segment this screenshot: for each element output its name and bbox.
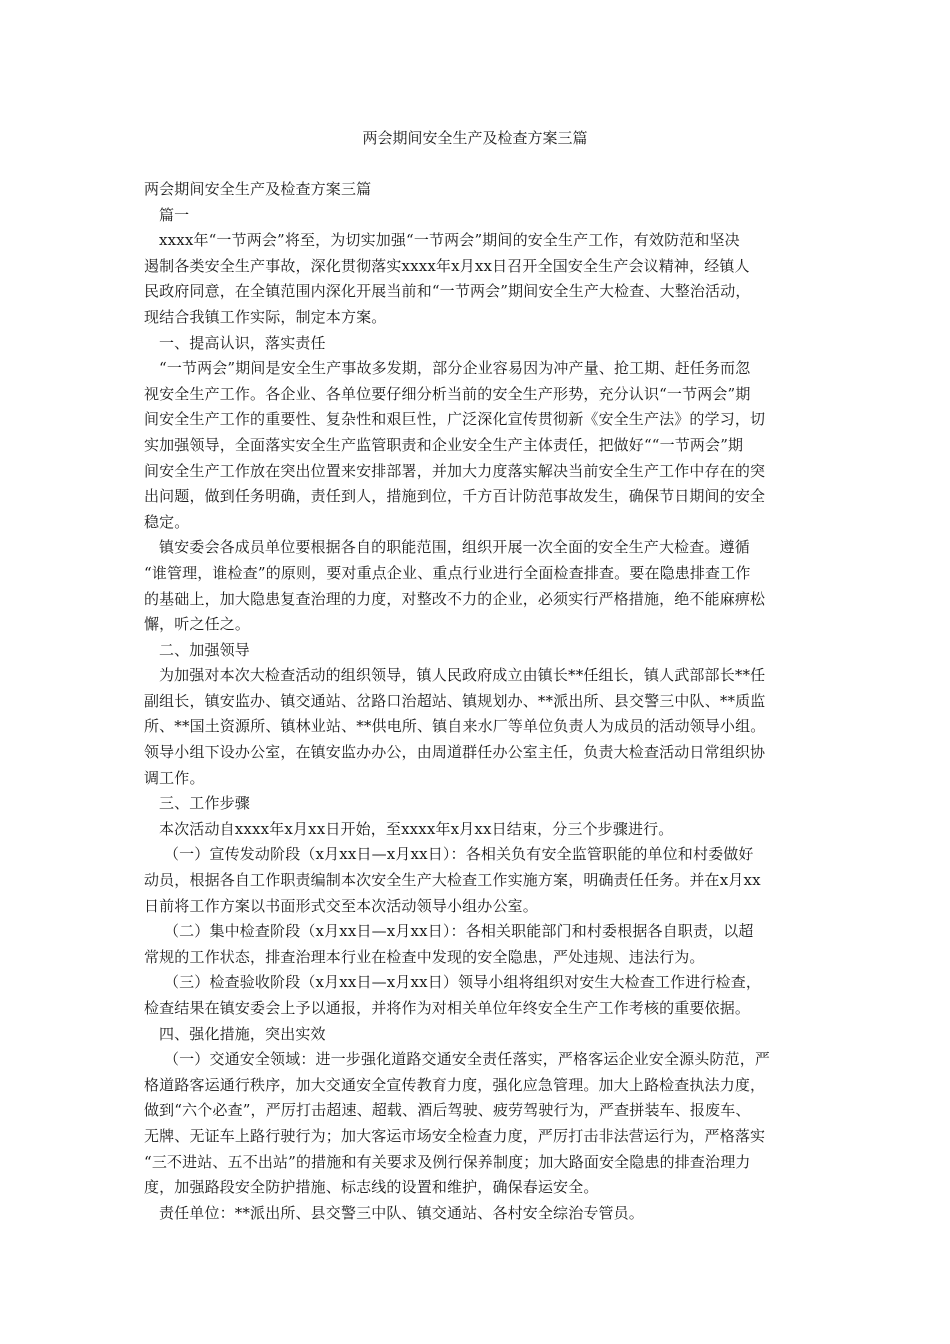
text-line: xxxx年“一节两会”将至，为切实加强“一节两会”期间的安全生产工作，有效防范和坚决 bbox=[159, 231, 740, 250]
text-line: 格道路客运通行秩序，加大交通安全宣传教育力度，强化应急管理。加大上路检查执法力度， bbox=[144, 1075, 766, 1094]
text-line: 无牌、无证车上路行驶行为；加大客运市场安全检查力度，严厉打击非法营运行为，严格落实 bbox=[144, 1126, 766, 1145]
document-body bbox=[144, 177, 804, 1226]
text-line: 调工作。 bbox=[144, 768, 205, 787]
text-line: 稳定。 bbox=[144, 512, 190, 531]
text-line: 检查结果在镇安委会上予以通报，并将作为对相关单位年终安全生产工作考核的重要依据。 bbox=[144, 999, 751, 1017]
text-line: （一）交通安全领域：进一步强化道路交通安全责任落实，严格客运企业安全源头防范，严 bbox=[164, 1050, 771, 1069]
text-line: 四、强化措施，突出实效 bbox=[159, 1024, 326, 1043]
text-line: 为加强对本次大检查活动的组织领导，镇人民政府成立由镇长**任组长，镇人武部部长**任 bbox=[159, 666, 766, 685]
text-line: 间安全生产工作的重要性、复杂性和艰巨性，广泛深化宣传贯彻新《安全生产法》的学习，切 bbox=[144, 410, 766, 429]
text-line: 遏制各类安全生产事故，深化贯彻落实xxxx年x月xx日召开全国安全生产会议精神，经镇人 bbox=[144, 256, 750, 275]
text-line: “三不进站、五不出站”的措施和有关要求及例行保养制度；加大路面安全隐患的排查治理力 bbox=[144, 1152, 751, 1171]
text-line: 的基础上，加大隐患复查治理的力度，对整改不力的企业，必须实行严格措施，绝不能麻痹松 bbox=[144, 589, 766, 608]
text-line: 三、工作步骤 bbox=[159, 794, 250, 813]
text-line: 本次活动自xxxx年x月xx日开始，至xxxx年x月xx日结束，分三个步骤进行。 bbox=[159, 819, 674, 838]
text-line: 一、提高认识，落实责任 bbox=[159, 333, 326, 352]
text-line: （三）检查验收阶段（x月xx日—x月xx日）领导小组将组织对安生大检查工作进行检查， bbox=[164, 973, 762, 992]
text-line: 篇一 bbox=[159, 205, 190, 224]
page-title: 两会期间安全生产及检查方案三篇 bbox=[362, 129, 588, 147]
text-line: 视安全生产工作。各企业、各单位要仔细分析当前的安全生产形势，充分认识“一节两会”期 bbox=[144, 384, 751, 403]
text-line: 副组长，镇安监办、镇交通站、岔路口治超站、镇规划办、**派出所、县交警三中队、**质监 bbox=[144, 691, 766, 710]
text-line: 所、**国土资源所、镇林业站、**供电所、镇自来水厂等单位负责人为成员的活动领导小组。 bbox=[144, 717, 766, 736]
text-line: 责任单位：**派出所、县交警三中队、镇交通站、各村安全综治专管员。 bbox=[159, 1203, 644, 1222]
text-line: 两会期间安全生产及检查方案三篇 bbox=[144, 180, 372, 198]
text-line: 实加强领导，全面落实安全生产监管职责和企业安全生产主体责任，把做好““一节两会”期 bbox=[144, 435, 744, 454]
text-line: 镇安委会各成员单位要根据各自的职能范围，组织开展一次全面的安全生产大检查。遵循 bbox=[159, 538, 750, 557]
text-line: （二）集中检查阶段（x月xx日—x月xx日）：各相关职能部门和村委根据各自职责，以超 bbox=[164, 922, 754, 941]
paragraph-lines bbox=[144, 177, 804, 1226]
text-line: 出问题，做到任务明确，责任到人，措施到位，千方百计防范事故发生，确保节日期间的安全 bbox=[144, 487, 766, 506]
text-line: 间安全生产工作放在突出位置来安排部署，并加大力度落实解决当前安全生产工作中存在的突 bbox=[144, 461, 766, 480]
text-line: （一）宣传发动阶段（x月xx日—x月xx日）：各相关负有安全监管职能的单位和村委做好 bbox=[164, 845, 754, 864]
text-line: 现结合我镇工作实际，制定本方案。 bbox=[144, 307, 387, 326]
text-line: 日前将工作方案以书面形式交至本次活动领导小组办公室。 bbox=[144, 896, 538, 915]
text-line: 度，加强路段安全防护措施、标志线的设置和维护，确保春运安全。 bbox=[144, 1178, 599, 1197]
text-line: 领导小组下设办公室，在镇安监办办公，由周道群任办公室主任，负责大检查活动日常组织协 bbox=[144, 743, 766, 762]
text-line: 动员，根据各自工作职责编制本次安全生产大检查工作实施方案，明确责任任务。并在x月xx bbox=[144, 871, 761, 890]
text-line: 常规的工作状态，排查治理本行业在检查中发现的安全隐患，严处违规、违法行为。 bbox=[144, 947, 705, 966]
text-line: “一节两会”期间是安全生产事故多发期，部分企业容易因为冲产量、抢工期、赶任务而忽 bbox=[159, 359, 751, 378]
text-line: 懈，听之任之。 bbox=[144, 615, 251, 634]
text-line: “谁管理，谁检查”的原则，要对重点企业、重点行业进行全面检查排查。要在隐患排查工作 bbox=[144, 563, 751, 582]
text-line: 二、加强领导 bbox=[159, 640, 250, 659]
text-line: 做到“六个必查”，严厉打击超速、超载、酒后驾驶、疲劳驾驶行为，严查拼装车、报废车、 bbox=[144, 1101, 751, 1120]
text-line: 民政府同意，在全镇范围内深化开展当前和“一节两会”期间安全生产大检查、大整治活动， bbox=[144, 282, 751, 301]
